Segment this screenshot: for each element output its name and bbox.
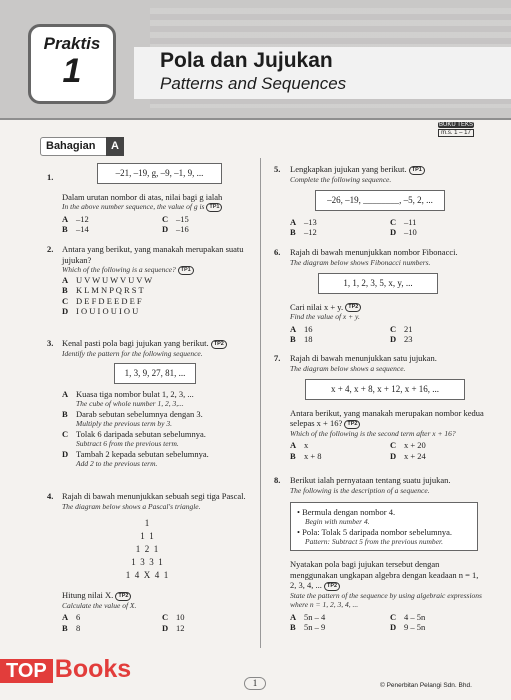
option-c[interactable]: C 10	[162, 612, 185, 623]
description-box	[290, 502, 478, 551]
question-text-english: The diagram below shows a sequence.	[290, 363, 406, 373]
question-ask: Antara berikut, yang manakah merupakan nombor kedua selepas x + 16? TP2	[290, 407, 484, 428]
tp-badge: TP2	[115, 592, 131, 601]
sequence-box: –26, –19, ________, –5, 2, ...	[315, 190, 445, 211]
question-7	[290, 353, 485, 461]
option-c[interactable]: C 4 – 5n	[390, 611, 426, 622]
option-d[interactable]: D 12	[162, 622, 185, 633]
question-5	[290, 164, 480, 238]
question-3	[62, 338, 252, 469]
question-text-english: Complete the following sequence.	[290, 174, 392, 184]
option-d[interactable]: D –10	[390, 227, 417, 238]
options	[62, 214, 252, 235]
option-b[interactable]: B K L M N P Q R S T	[62, 285, 144, 296]
question-ask-english: State the pattern of the sequence by using algebraic expressions where n = 1, 2, 3, 4, ...	[290, 590, 482, 610]
tp-badge: TP2	[344, 420, 360, 429]
question-number: 1.	[47, 172, 54, 182]
logo-top: TOP	[0, 659, 53, 683]
question-number: 8.	[274, 475, 281, 485]
pascal-row: 1 4 X 4 1	[125, 570, 169, 580]
option-a[interactable]: A x	[290, 440, 309, 451]
bullet-2-english: Pattern: Subtract 5 from the previous number.	[305, 536, 443, 546]
option-b[interactable]: B 8	[62, 622, 81, 633]
option-d[interactable]: D –16	[162, 224, 189, 235]
options	[62, 612, 252, 633]
tp-badge: TP1	[206, 203, 222, 212]
question-1	[62, 163, 252, 235]
option-c[interactable]: C D E F D E E D E F	[62, 295, 142, 306]
sequence-box: 1, 1, 2, 3, 5, x, y, ...	[318, 273, 438, 294]
option-a[interactable]: A 5n – 4	[290, 611, 326, 622]
option-a[interactable]: A –12	[62, 213, 89, 224]
bullet-1-english: Begin with number 4.	[305, 517, 370, 526]
question-text-english: Which of the following is a sequence? TP1	[62, 265, 252, 275]
option-d[interactable]: D Tambah 2 kepada sebutan sebelumnya. Add 2 to the previous term.	[62, 448, 209, 469]
option-b[interactable]: B –14	[62, 224, 89, 235]
question-text: Rajah di bawah menunjukkan satu jujukan.	[290, 353, 437, 363]
chapter-title-english: Patterns and Sequences	[160, 74, 347, 93]
options	[62, 275, 252, 317]
option-b[interactable]: B 18	[290, 334, 313, 345]
praktis-number: 1	[62, 52, 82, 90]
tp-badge: TP2	[345, 303, 361, 312]
option-c[interactable]: C Tolak 6 daripada sebutan sebelumnya. Subtract 6 from the previous term.	[62, 428, 206, 449]
option-b[interactable]: B x + 8	[290, 450, 322, 461]
question-number: 7.	[274, 353, 281, 363]
question-ask: Hitung nilai X. TP2	[62, 590, 252, 601]
option-a[interactable]: A U V W U W V U V W	[62, 274, 153, 285]
chapter-header	[0, 0, 511, 120]
question-text-english: In the above number sequence, the value of g is TP1	[62, 202, 252, 212]
textbook-label: BUKU TEKS	[439, 122, 473, 128]
question-text-english: The diagram below shows Fibonacci numbers.	[290, 257, 431, 267]
option-d[interactable]: D I O U I O U I O U	[62, 306, 139, 317]
tp-badge: TP2	[211, 340, 227, 349]
question-text: Rajah di bawah menunjukkan nombor Fibonacci.	[290, 247, 458, 257]
question-number: 6.	[274, 247, 281, 257]
topbooks-logo	[0, 655, 131, 684]
question-ask-english: Which of the following is the second term after x + 16?	[290, 428, 456, 438]
bullet-1: • Bermula dengan nombor 4.	[297, 507, 396, 517]
question-4	[62, 491, 252, 633]
option-b[interactable]: B Darab sebutan sebelumnya dengan 3. Multiply the previous term by 3.	[62, 408, 203, 429]
question-text: Berikut ialah pernyataan tentang suatu jujukan.	[290, 475, 451, 485]
question-ask: Nyatakan pola bagi jujukan tersebut dengan menggunakan ungkapan algebra dengan keadaan n = 1, 2, 3, 4, ... TP2	[290, 559, 479, 590]
options	[62, 389, 252, 469]
tp-badge: TP1	[178, 266, 194, 275]
section-tag	[40, 137, 124, 156]
option-d[interactable]: D x + 24	[390, 450, 426, 461]
bullet-2: • Pola: Tolak 5 daripada nombor sebelumnya.	[297, 526, 452, 537]
section-label: Bahagian	[46, 140, 96, 152]
tp-badge: TP2	[324, 582, 340, 591]
question-text-english: The diagram below shows a Pascal's triangle.	[62, 501, 201, 511]
options	[290, 324, 485, 345]
pascal-row: 1 1	[140, 531, 154, 541]
question-ask-english: Find the value of x + y.	[290, 312, 360, 322]
option-b[interactable]: B 5n – 9	[290, 622, 326, 633]
option-d[interactable]: D 23	[390, 334, 413, 345]
option-a[interactable]: A –13	[290, 216, 317, 227]
tp-badge: TP1	[409, 166, 425, 175]
option-c[interactable]: C –15	[162, 213, 189, 224]
question-text-english: The following is the description of a sequence.	[290, 485, 430, 495]
question-number: 2.	[47, 244, 54, 254]
sequence-box: x + 4, x + 8, x + 12, x + 16, ...	[305, 379, 465, 400]
options	[290, 440, 485, 461]
pascal-row: 1 2 1	[135, 544, 159, 554]
publisher-credit: © Penerbitan Pelangi Sdn. Bhd.	[380, 682, 472, 689]
options	[290, 217, 480, 238]
chapter-title: Pola dan Jujukan	[160, 49, 333, 72]
question-6	[290, 247, 485, 345]
sequence-box: 1, 3, 9, 27, 81, ...	[114, 363, 196, 384]
question-text: Antara yang berikut, yang manakah merupakan suatu jujukan?	[62, 244, 244, 265]
option-c[interactable]: C –11	[390, 216, 417, 227]
question-text-english: Identify the pattern for the following sequence.	[62, 348, 203, 358]
question-text: Lengkapkan jujukan yang berikut. TP1	[290, 164, 480, 175]
option-b[interactable]: B –12	[290, 227, 317, 238]
option-a[interactable]: A 6	[62, 612, 81, 623]
praktis-label: Praktis	[43, 34, 101, 53]
logo-books: Books	[54, 655, 132, 683]
pascal-row: 1 3 3 1	[131, 557, 163, 567]
option-a[interactable]: A 16	[290, 323, 313, 334]
option-d[interactable]: D 9 – 5n	[390, 622, 426, 633]
option-a[interactable]: A Kuasa tiga nombor bulat 1, 2, 3, ... The cube of whole number 1, 2, 3,...	[62, 388, 194, 409]
option-c[interactable]: C x + 20	[390, 440, 426, 451]
question-8	[290, 475, 485, 633]
pascal-triangle	[42, 517, 252, 582]
question-text: Dalam urutan nombor di atas, nilai bagi g ialah	[62, 191, 223, 202]
pascal-row: 1	[144, 518, 150, 528]
page-number: 1	[244, 677, 266, 690]
question-text: Rajah di bawah menunjukkan sebuah segi tiga Pascal.	[62, 491, 246, 501]
question-number: 5.	[274, 164, 281, 174]
option-c[interactable]: C 21	[390, 323, 413, 334]
options	[290, 612, 485, 633]
section-letter: A	[106, 137, 124, 156]
sequence-box: –21, –19, g, –9, –1, 9, ...	[97, 163, 222, 184]
question-2	[62, 244, 252, 317]
question-ask-english: Calculate the value of X.	[62, 600, 137, 610]
textbook-reference	[438, 122, 474, 137]
question-text: Kenal pasti pola bagi jujukan yang berikut. TP2	[62, 338, 252, 349]
question-number: 4.	[47, 491, 54, 501]
praktis-badge	[28, 24, 116, 104]
question-number: 3.	[47, 338, 54, 348]
question-ask: Cari nilai x + y. TP2	[290, 302, 485, 313]
textbook-pages: m.s. 1 – 17	[438, 129, 474, 137]
